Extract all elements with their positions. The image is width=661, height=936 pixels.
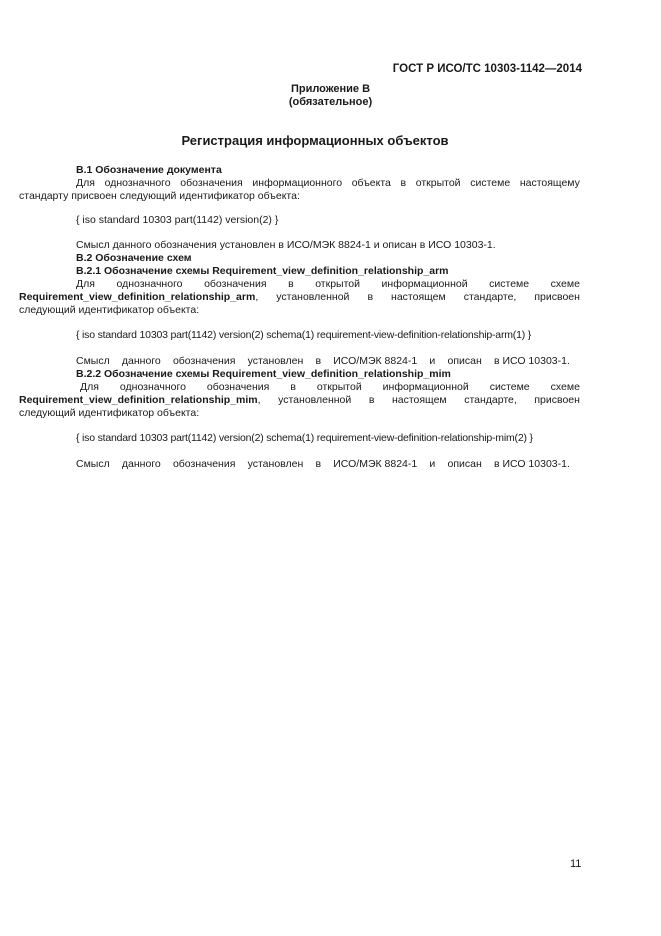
section-b1-line2: стандарту присвоен следующий идентификатор объекта: bbox=[19, 190, 300, 202]
word: системе bbox=[489, 278, 530, 290]
word: информационной bbox=[381, 278, 468, 290]
word: однозначного bbox=[116, 278, 183, 290]
word: Для bbox=[76, 278, 95, 290]
word: обозначения bbox=[206, 381, 270, 393]
word: информационной bbox=[382, 381, 469, 393]
word: установлен bbox=[247, 355, 304, 367]
word: однозначного bbox=[119, 381, 186, 393]
word: присвоен bbox=[534, 291, 580, 303]
section-b21-line2 bbox=[19, 291, 580, 304]
schema-name: Requirement_view_definition_relationship_mim bbox=[19, 394, 258, 406]
section-b1-meaning: Смысл данного обозначения установлен в ИСО/МЭК 8824-1 и описан в ИСО 10303-1. bbox=[76, 239, 496, 251]
word: обозначения bbox=[172, 458, 236, 470]
word: открытой bbox=[315, 278, 360, 290]
appendix-title: Приложение В bbox=[290, 83, 371, 95]
word: в ИСО 10303-1. bbox=[493, 458, 570, 470]
section-b1-line1 bbox=[76, 177, 580, 190]
word: Для bbox=[76, 177, 95, 189]
section-b22-identifier: { iso standard 10303 part(1142) version(2) schema(1) requirement-view-definition-relationship-mim(2) } bbox=[76, 432, 533, 444]
section-b21-meaning bbox=[76, 355, 570, 368]
appendix-status: (обязательное) bbox=[288, 96, 373, 108]
word: и bbox=[429, 458, 436, 470]
section-b1-heading: В.1 Обозначение документа bbox=[76, 164, 222, 176]
word: Смысл bbox=[76, 355, 110, 367]
word: и bbox=[429, 355, 436, 367]
word: обозначения bbox=[180, 177, 243, 189]
section-b1-identifier: { iso standard 10303 part(1142) version(2) } bbox=[76, 214, 279, 226]
section-b21-heading: В.2.1 Обозначение схемы Requirement_view_definition_relationship_arm bbox=[76, 265, 449, 277]
section-b22-meaning bbox=[76, 458, 570, 471]
page-title: Регистрация информационных объектов bbox=[181, 133, 449, 148]
word: информационного bbox=[252, 177, 343, 189]
word: настоящем bbox=[391, 394, 447, 406]
word: обозначения bbox=[204, 278, 267, 290]
word: стандарте, bbox=[463, 291, 517, 303]
word: данного bbox=[121, 355, 161, 367]
word: однозначного bbox=[104, 177, 171, 189]
word: настоящему bbox=[519, 177, 580, 189]
word: описан bbox=[447, 355, 482, 367]
word: стандарте, bbox=[464, 394, 517, 406]
section-b22-line1 bbox=[80, 381, 580, 394]
word: настоящем bbox=[391, 291, 446, 303]
section-b22-heading: В.2.2 Обозначение схемы Requirement_view_definition_relationship_mim bbox=[76, 368, 451, 380]
schema-name-group bbox=[19, 394, 261, 407]
word: Для bbox=[80, 381, 99, 393]
word: , bbox=[255, 291, 259, 303]
word: ИСО/МЭК 8824-1 bbox=[333, 458, 418, 470]
word: в bbox=[315, 355, 322, 367]
document-code: ГОСТ Р ИСО/ТС 10303-1142—2014 bbox=[392, 63, 582, 75]
section-b22-line3: следующий идентификатор объекта: bbox=[19, 407, 200, 419]
word: описан bbox=[447, 458, 482, 470]
word: , bbox=[257, 394, 261, 406]
page-number: 11 bbox=[570, 858, 582, 870]
word: в ИСО 10303-1. bbox=[493, 355, 570, 367]
word: схеме bbox=[550, 278, 580, 290]
word: открытой bbox=[415, 177, 461, 189]
word: в bbox=[368, 394, 375, 406]
word: данного bbox=[121, 458, 161, 470]
section-b21-line3: следующий идентификатор объекта: bbox=[19, 304, 200, 316]
word: объекта bbox=[351, 177, 391, 189]
section-b2-heading: В.2 Обозначение схем bbox=[76, 252, 192, 264]
schema-name-group bbox=[19, 291, 258, 304]
word: установлен bbox=[247, 458, 304, 470]
section-b22-line2 bbox=[19, 394, 580, 407]
word: присвоен bbox=[534, 394, 580, 406]
word: установленной bbox=[278, 394, 352, 406]
word: в bbox=[290, 381, 296, 393]
schema-name: Requirement_view_definition_relationship_arm bbox=[19, 291, 256, 303]
word: системе bbox=[470, 177, 511, 189]
word: обозначения bbox=[172, 355, 236, 367]
section-b21-line1 bbox=[76, 278, 580, 291]
word: в bbox=[400, 177, 407, 189]
word: в bbox=[367, 291, 374, 303]
word: в bbox=[288, 278, 294, 290]
word: схеме bbox=[550, 381, 580, 393]
section-b21-identifier: { iso standard 10303 part(1142) version(2) schema(1) requirement-view-definition-relationship-arm(1) } bbox=[76, 329, 532, 341]
word: открытой bbox=[316, 381, 362, 393]
word: установленной bbox=[276, 291, 350, 303]
word: в bbox=[315, 458, 322, 470]
word: системе bbox=[489, 381, 530, 393]
word: Смысл bbox=[76, 458, 110, 470]
word: ИСО/МЭК 8824-1 bbox=[333, 355, 418, 367]
